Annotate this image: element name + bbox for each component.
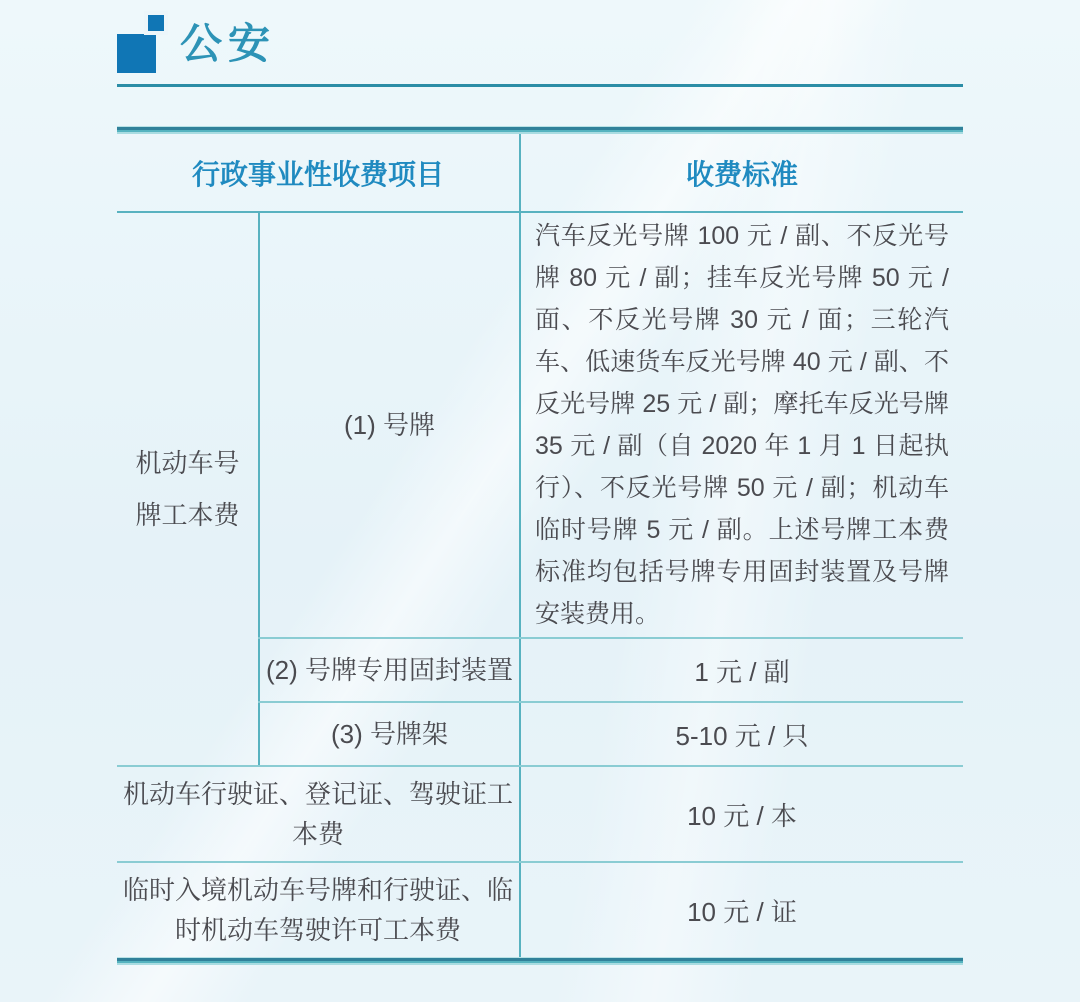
table-row bbox=[117, 212, 963, 638]
table-row bbox=[117, 766, 963, 862]
page-title: 公安 bbox=[180, 19, 277, 67]
bullet-square-small bbox=[148, 15, 164, 31]
fee-standard-cell: 1 元 / 副 bbox=[520, 638, 963, 702]
column-header-standard: 收费标准 bbox=[520, 134, 963, 212]
fee-table bbox=[117, 134, 963, 957]
column-header-items: 行政事业性收费项目 bbox=[117, 134, 520, 212]
fee-item-cell: (1) 号牌 bbox=[259, 212, 520, 638]
fee-standard-cell: 10 元 / 本 bbox=[520, 766, 963, 862]
fee-item-cell: 机动车行驶证、登记证、驾驶证工本费 bbox=[117, 766, 520, 862]
fee-standard-cell: 汽车反光号牌 100 元 / 副、不反光号牌 80 元 / 副；挂车反光号牌 50 元 / 面、不反光号牌 30 元 / 面；三轮汽车、低速货车反光号牌 40 元 / 副、不反光号牌 25 元 / 副；摩托车反光号牌 35 元 / 副（自 2020 年 1 月 1 日起执行）、不反光号牌 50 元 / 副；机动车临时号牌 5 元 / 副。上述号牌工本费标准均包括号牌专用固封装置及号牌安装费用。 bbox=[520, 212, 963, 638]
table-bottom-rule bbox=[117, 957, 963, 965]
fee-standard-cell: 5-10 元 / 只 bbox=[520, 702, 963, 766]
table-row bbox=[117, 862, 963, 957]
section-bullet-icon bbox=[117, 15, 164, 73]
fee-standard-cell: 10 元 / 证 bbox=[687, 896, 797, 927]
fee-item-cell: 临时入境机动车号牌和行驶证、临时机动车驾驶许可工本费 bbox=[117, 862, 520, 957]
fee-item-cell: (3) 号牌架 bbox=[259, 702, 520, 766]
title-divider bbox=[117, 84, 963, 87]
fee-group-cell: 机动车号牌工本费 bbox=[117, 212, 259, 766]
table-top-rule bbox=[117, 126, 963, 134]
section-header bbox=[117, 0, 963, 67]
bullet-square-large bbox=[117, 34, 156, 73]
fee-item-cell: (2) 号牌专用固封装置 bbox=[259, 638, 520, 702]
table-header-row bbox=[117, 134, 963, 212]
